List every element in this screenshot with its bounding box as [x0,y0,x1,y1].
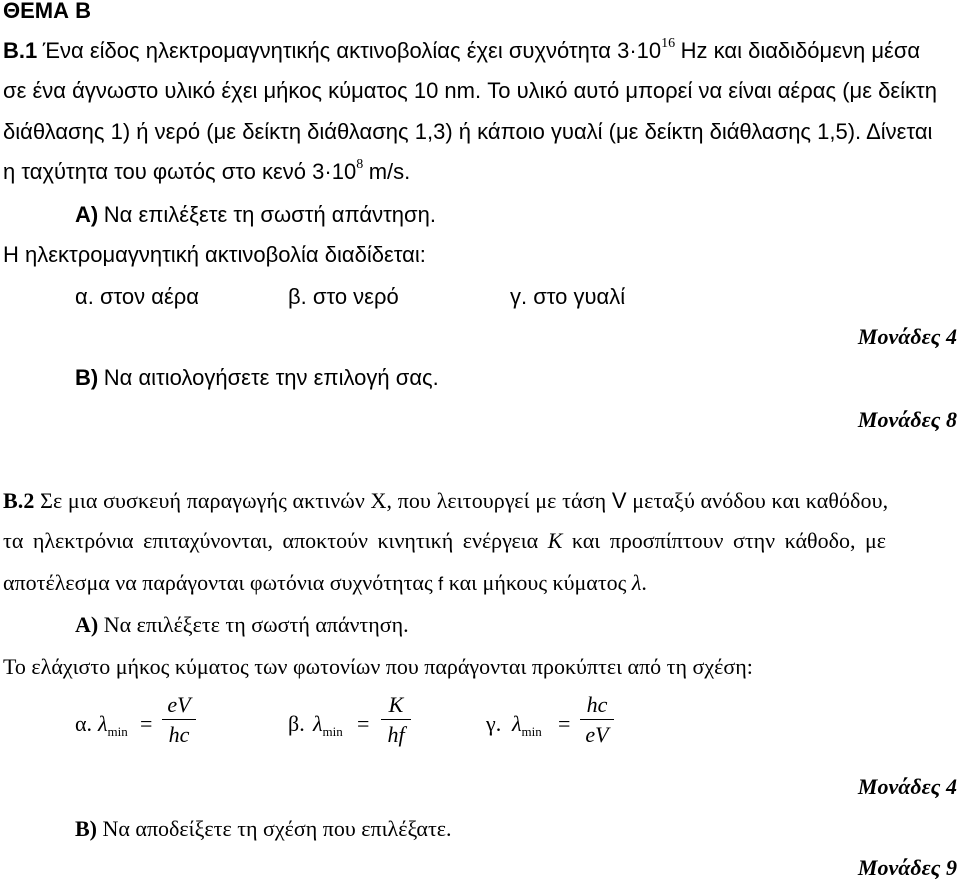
b2-line-2-a: τα ηλεκτρόνια επιταχύνονται, αποκτούν κινητική ενέργεια [3,528,539,553]
b2-option-b-lhs: $\lambda_{min}$ [313,711,343,739]
b2-option-c-eq: = [558,711,571,736]
b2-part-b [75,818,452,840]
b2-option-a-eq: = [140,711,153,736]
b2-part-a [75,614,409,636]
b2-question: Το ελάχιστο μήκος κύματος των φωτονίων που παράγονται προκύπτει από τη σχέση: [3,654,753,679]
b2-part-b-text: Να αποδείξετε τη σχέση που επιλέξατε. [102,816,452,841]
b1-part-b-label: Β) [75,365,99,390]
b2-line-3-b: και μήκους κύματος [448,570,627,595]
b2-line-3 [3,572,647,594]
b1-line-1-text: Ένα είδος ηλεκτρομαγνητικής ακτινοβολίας έχει συχνότητα 3 [42,38,630,63]
b2-option-c-num: hc [586,692,608,717]
b2-option-a-lhs: $\lambda_{min}$ [98,711,128,739]
b1-speed-exp: 8 [356,157,364,172]
b2-line-1-b: μεταξύ ανόδου και καθόδου, [632,488,889,513]
b1-freq-exp: 16 [661,36,676,51]
b1-part-b-text: Να αιτιολογήσετε την επιλογή σας. [103,365,439,390]
b2-part-a-label: Α) [75,612,99,637]
b1-speed-base: 10 [331,159,357,184]
b2-option-a-fraction [162,694,196,746]
b2-option-a-num: eV [167,692,191,717]
b1-line-1: Β.1 Ένα είδος ηλεκτρομαγνητικής ακτινοβολίας έχει συχνότητα $3\cdot 10^{16}$ Hz και διαδιδόμενη μέσα [3,36,921,63]
b2-option-c-label: γ. [486,711,502,736]
b1-line-2: σε ένα άγνωστο υλικό έχει μήκος κύματος 10 nm. Το υλικό αυτό μπορεί να είναι αέρας (με δείκτη [3,78,937,103]
b1-line-4-rest: m/s. [368,159,411,184]
b2-line-1 [3,490,888,512]
b2-part-b-label: Β) [75,816,97,841]
b1-option-b: β. στο νερό [288,284,399,309]
b2-line-2-b: και προσπίπτουν στην κάθοδο, με [571,528,886,553]
b1-part-a-label: Α) [75,202,99,227]
b1-option-a: α. στον αέρα [75,284,200,309]
b2-line-2 [3,530,886,552]
b1-freq-base: 10 [636,38,662,63]
b2-option-c-lhs: $\lambda_{min}$ [512,711,542,739]
b2-line-1-a: Σε μια συσκευή παραγωγής ακτινών Χ, που λειτουργεί με τάση [40,488,607,513]
b2-line-3-a: αποτέλεσμα να παράγονται φωτόνια συχνότητας [3,570,433,595]
b1-question: Η ηλεκτρομαγνητική ακτινοβολία διαδίδεται: [3,242,426,267]
b2-option-b-num: K [388,692,404,717]
b2-option-a-den: hc [168,722,190,747]
b2-option-b-fraction [381,694,411,746]
b2-option-c-fraction [580,694,614,746]
b2-option-b-eq: = [357,711,370,736]
b2-var-lambda: λ [631,570,642,595]
b1-label: Β.1 [3,38,38,63]
b1-option-c: γ. στο γυαλί [510,284,626,309]
b2-option-b-label: β. [288,711,305,736]
b2-part-a-text: Να επιλέξετε τη σωστή απάντηση. [103,612,409,637]
b1-line-4-text: η ταχύτητα του φωτός στο κενό 3 [3,159,325,184]
b1-part-a-text: Να επιλέξετε τη σωστή απάντηση. [103,202,436,227]
b2-var-f: f [438,574,444,594]
b2-line-3-end: . [641,570,647,595]
b2-label: Β.2 [3,488,35,513]
b2-var-v: V [611,488,627,513]
b2-option-a-label: α. [75,711,93,736]
b1-line-4: η ταχύτητα του φωτός στο κενό $3\cdot 10^8$ m/s. [3,157,411,184]
b1-line-1-rest: Hz και διαδιδόμενη μέσα [680,38,921,63]
b1-marks-a: Μονάδες 4 [857,324,957,349]
b1-part-a [75,204,436,226]
b1-marks-b: Μονάδες 8 [857,407,957,432]
b1-part-b [75,367,439,389]
b2-var-k: K [547,528,563,553]
b2-marks-a: Μονάδες 4 [857,774,957,799]
b2-marks-b: Μονάδες 9 [857,855,957,880]
b2-option-c-den: eV [585,722,609,747]
section-heading: ΘΕΜΑ Β [3,0,91,23]
b2-option-b-den: hf [387,722,405,747]
b1-line-3: διάθλασης 1) ή νερό (με δείκτη διάθλασης 1,3) ή κάποιο γυαλί (με δείκτη διάθλασης 1,5). Δίνεται [3,119,933,144]
